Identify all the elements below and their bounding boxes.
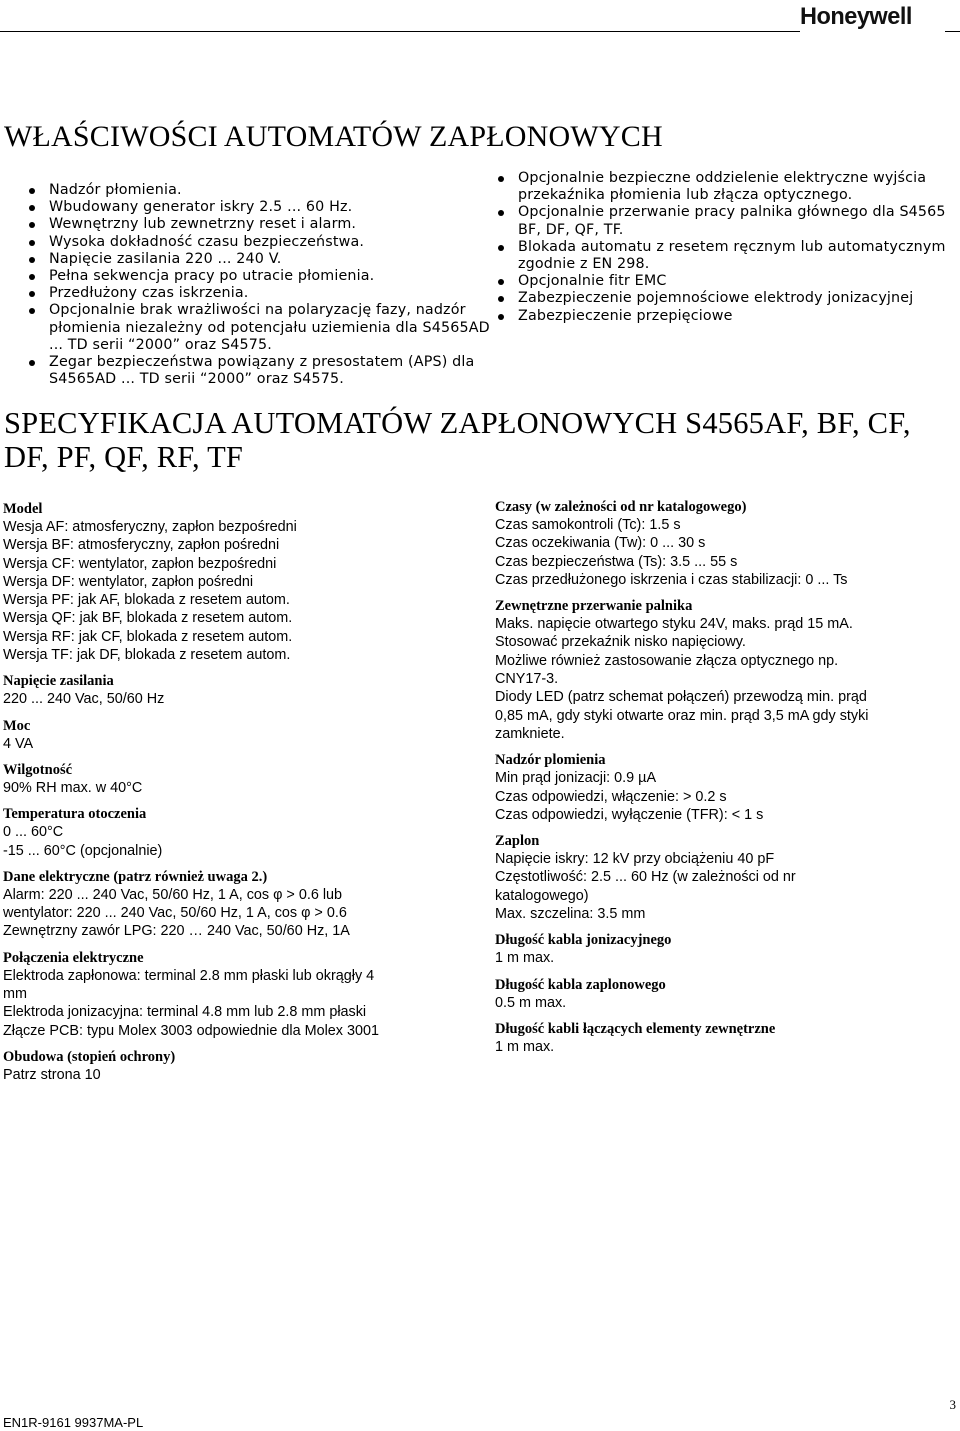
bullet-icon bbox=[498, 245, 504, 251]
feature-item bbox=[26, 234, 491, 251]
spec-line: katalogowego) bbox=[495, 887, 589, 904]
spec-line: Złącze PCB: typu Molex 3003 odpowiednie dla Molex 3001 bbox=[3, 1022, 379, 1039]
feature-item bbox=[495, 273, 960, 290]
spec-heading: SPECYFIKACJA AUTOMATÓW ZAPŁONOWYCH S4565AF, BF, CF, DF, PF, QF, RF, TF bbox=[4, 406, 911, 474]
spec-line: Wersja PF: jak AF, blokada z resetem autom. bbox=[3, 592, 290, 609]
spec-column-right bbox=[495, 498, 955, 1064]
spec-line: Max. szczelina: 3.5 mm bbox=[495, 906, 646, 923]
spec-line: Patrz strona 10 bbox=[3, 1066, 101, 1083]
feature-text: Nadzór płomienia. bbox=[49, 182, 182, 198]
spec-section bbox=[3, 761, 473, 797]
spec-line: 1 m max. bbox=[495, 950, 555, 967]
spec-line: Stosować przekaźnik nisko napięciowy. bbox=[495, 634, 746, 651]
feature-text: Opcjonalnie fitr EMC bbox=[518, 273, 667, 290]
header-rule-end bbox=[945, 31, 960, 32]
spec-section-title: Napięcie zasilania bbox=[3, 673, 114, 690]
feature-text: Pełna sekwencja pracy po utracie płomienia. bbox=[49, 268, 375, 285]
feature-text: Wysoka dokładność czasu bezpieczeństwa. bbox=[49, 233, 365, 250]
bullet-icon bbox=[498, 176, 504, 182]
spec-line: 1 m max. bbox=[495, 1038, 555, 1055]
spec-section-title: Długość kabla zaplonowego bbox=[495, 976, 666, 993]
spec-section bbox=[495, 976, 955, 1012]
document-code: EN1R-9161 9937MA-PL bbox=[3, 1415, 144, 1430]
feature-text: Opcjonalnie przerwanie pracy palnika głównego dla S4565 BF, DF, QF, TF. bbox=[518, 204, 946, 238]
header-rule bbox=[0, 31, 800, 32]
spec-line: 90% RH max. w 40°C bbox=[3, 779, 143, 796]
spec-line: CNY17-3. bbox=[495, 671, 559, 688]
spec-section bbox=[3, 805, 473, 860]
features-list-left bbox=[26, 182, 491, 388]
spec-section bbox=[3, 868, 473, 941]
spec-section bbox=[3, 500, 473, 664]
feature-text: Wewnętrzny lub zewnetrzny reset i alarm. bbox=[49, 216, 357, 233]
spec-section-title: Wilgotność bbox=[3, 761, 73, 778]
features-heading: WŁAŚCIWOŚCI AUTOMATÓW ZAPŁONOWYCH bbox=[4, 120, 663, 153]
spec-section-title: Zewnętrzne przerwanie palnika bbox=[495, 598, 693, 615]
spec-line: Czas bezpieczeństwa (Ts): 3.5 ... 55 s bbox=[495, 553, 738, 570]
feature-item bbox=[495, 290, 960, 307]
spec-column-left bbox=[3, 500, 473, 1092]
feature-text: Zegar bezpieczeństwa powiązany z presostatem (APS) dla S4565AD ... TD serii “2000” oraz S4575. bbox=[49, 354, 475, 388]
spec-line: Czas oczekiwania (Tw): 0 ... 30 s bbox=[495, 535, 706, 552]
feature-text: Opcjonalnie brak wrażliwości na polaryzację fazy, nadzór płomienia niezależny od potencjału uziemienia dla S4565AD ... TD serii “2000” oraz S4575. bbox=[49, 302, 490, 353]
feature-text: Opcjonalnie bezpieczne oddzielenie elektryczne wyjścia przekaźnika płomienia lub złącza optycznego. bbox=[518, 170, 927, 204]
spec-section bbox=[3, 717, 473, 753]
spec-line: Częstotliwość: 2.5 ... 60 Hz (w zależności od nr bbox=[495, 869, 796, 886]
bullet-icon bbox=[498, 296, 504, 302]
spec-section-title: Zaplon bbox=[495, 833, 540, 850]
bullet-icon bbox=[498, 210, 504, 216]
feature-text: Wbudowany generator iskry 2.5 ... 60 Hz. bbox=[49, 199, 353, 216]
feature-text: Blokada automatu z resetem ręcznym lub automatycznym zgodnie z EN 298. bbox=[518, 238, 946, 273]
spec-section-title: Temperatura otoczenia bbox=[3, 806, 147, 823]
spec-line: zamkniete. bbox=[495, 725, 565, 742]
spec-line: Wersja BF: atmosferyczny, zapłon pośredni bbox=[3, 537, 280, 554]
spec-section-title: Długość kabli łączących elementy zewnętrzne bbox=[495, 1020, 776, 1037]
spec-line: wentylator: 220 ... 240 Vac, 50/60 Hz, 1 A, cos φ > 0.6 bbox=[3, 905, 347, 922]
bullet-icon bbox=[29, 240, 35, 246]
feature-item bbox=[26, 216, 491, 233]
spec-section bbox=[495, 498, 955, 589]
spec-section bbox=[3, 672, 473, 708]
spec-line: -15 ... 60°C (opcjonalnie) bbox=[3, 842, 163, 859]
bullet-icon bbox=[29, 257, 35, 263]
spec-section-title: Czasy (w zależności od nr katalogowego) bbox=[495, 499, 747, 515]
bullet-icon bbox=[29, 308, 35, 314]
spec-section bbox=[3, 949, 473, 1040]
spec-line: Wersja DF: wentylator, zapłon pośredni bbox=[3, 573, 254, 590]
bullet-icon bbox=[29, 274, 35, 280]
spec-line: Wersja TF: jak DF, blokada z resetem autom. bbox=[3, 647, 291, 664]
feature-text: Napięcie zasilania 220 ... 240 V. bbox=[49, 250, 282, 267]
feature-item bbox=[495, 204, 960, 238]
bullet-icon bbox=[29, 205, 35, 211]
spec-section bbox=[3, 1048, 473, 1084]
spec-line: 0,85 mA, gdy styki otwarte oraz min. prąd 3,5 mA gdy styki bbox=[495, 707, 869, 724]
spec-line: mm bbox=[3, 986, 27, 1003]
feature-item bbox=[495, 239, 960, 273]
spec-line: Elektroda jonizacyjna: terminal 4.8 mm lub 2.8 mm płaski bbox=[3, 1004, 367, 1021]
spec-section bbox=[495, 751, 955, 824]
bullet-icon bbox=[29, 291, 35, 297]
spec-line: Elektroda zapłonowa: terminal 2.8 mm płaski lub okrągły 4 bbox=[3, 967, 375, 984]
bullet-icon bbox=[29, 222, 35, 228]
features-list-right bbox=[495, 170, 960, 325]
spec-line: Wersja CF: wentylator, zapłon bezpośredni bbox=[3, 555, 277, 572]
feature-item bbox=[26, 199, 491, 216]
feature-item bbox=[495, 170, 960, 204]
page-number: 3 bbox=[949, 1397, 956, 1412]
spec-line: Zewnętrzny zawór LPG: 220 … 240 Vac, 50/60 Hz, 1A bbox=[3, 923, 350, 940]
feature-item bbox=[26, 285, 491, 302]
feature-item bbox=[26, 302, 491, 354]
brand-logo: Honeywell bbox=[800, 3, 912, 30]
spec-section-title: Model bbox=[3, 501, 43, 517]
spec-line: Diody LED (patrz schemat połączeń) przewodzą min. prąd bbox=[495, 689, 867, 706]
spec-line: Napięcie iskry: 12 kV przy obciążeniu 40 pF bbox=[495, 851, 775, 868]
spec-line: Maks. napięcie otwartego styku 24V, maks. prąd 15 mA. bbox=[495, 616, 853, 633]
bullet-icon bbox=[498, 279, 504, 285]
spec-line: 0.5 m max. bbox=[495, 994, 567, 1011]
spec-line: Min prąd jonizacji: 0.9 µA bbox=[495, 770, 657, 787]
spec-section-title: Długość kabla jonizacyjnego bbox=[495, 932, 672, 949]
feature-item bbox=[495, 308, 960, 325]
feature-item bbox=[26, 182, 491, 199]
spec-line: Czas odpowiedzi, włączenie: > 0.2 s bbox=[495, 788, 727, 805]
spec-section-title: Połączenia elektryczne bbox=[3, 949, 144, 966]
feature-text: Przedłużony czas iskrzenia. bbox=[49, 285, 249, 302]
feature-item bbox=[26, 268, 491, 285]
spec-line: 0 ... 60°C bbox=[3, 824, 64, 841]
spec-section bbox=[495, 931, 955, 967]
spec-line: Wersja QF: jak BF, blokada z resetem autom. bbox=[3, 610, 293, 627]
feature-text: Zabezpieczenie pojemnościowe elektrody jonizacyjnej bbox=[518, 290, 914, 307]
bullet-icon bbox=[29, 188, 35, 194]
spec-section bbox=[495, 597, 955, 743]
feature-item bbox=[26, 354, 491, 388]
feature-text: Zabezpieczenie przepięciowe bbox=[518, 307, 733, 324]
spec-line: Wesja AF: atmosferyczny, zapłon bezpośredni bbox=[3, 519, 297, 535]
spec-line: 220 ... 240 Vac, 50/60 Hz bbox=[3, 691, 165, 708]
bullet-icon bbox=[29, 360, 35, 366]
feature-item bbox=[26, 251, 491, 268]
spec-line: 4 VA bbox=[3, 735, 34, 752]
spec-section-title: Moc bbox=[3, 717, 31, 734]
spec-line: Możliwe również zastosowanie złącza optycznego np. bbox=[495, 652, 839, 669]
spec-line: Wersja RF: jak CF, blokada z resetem autom. bbox=[3, 628, 293, 645]
spec-line: Alarm: 220 ... 240 Vac, 50/60 Hz, 1 A, cos φ > 0.6 lub bbox=[3, 886, 343, 903]
spec-section-title: Obudowa (stopień ochrony) bbox=[3, 1048, 176, 1065]
spec-section-title: Dane elektryczne (patrz również uwaga 2.) bbox=[3, 868, 268, 885]
spec-section bbox=[495, 1020, 955, 1056]
spec-section bbox=[495, 832, 955, 923]
spec-line: Czas przedłużonego iskrzenia i czas stabilizacji: 0 ... Ts bbox=[495, 571, 848, 588]
spec-section-title: Nadzór plomienia bbox=[495, 752, 606, 769]
spec-line: Czas odpowiedzi, wyłączenie (TFR): < 1 s bbox=[495, 806, 764, 823]
bullet-icon bbox=[498, 314, 504, 320]
spec-line: Czas samokontroli (Tc): 1.5 s bbox=[495, 517, 681, 533]
